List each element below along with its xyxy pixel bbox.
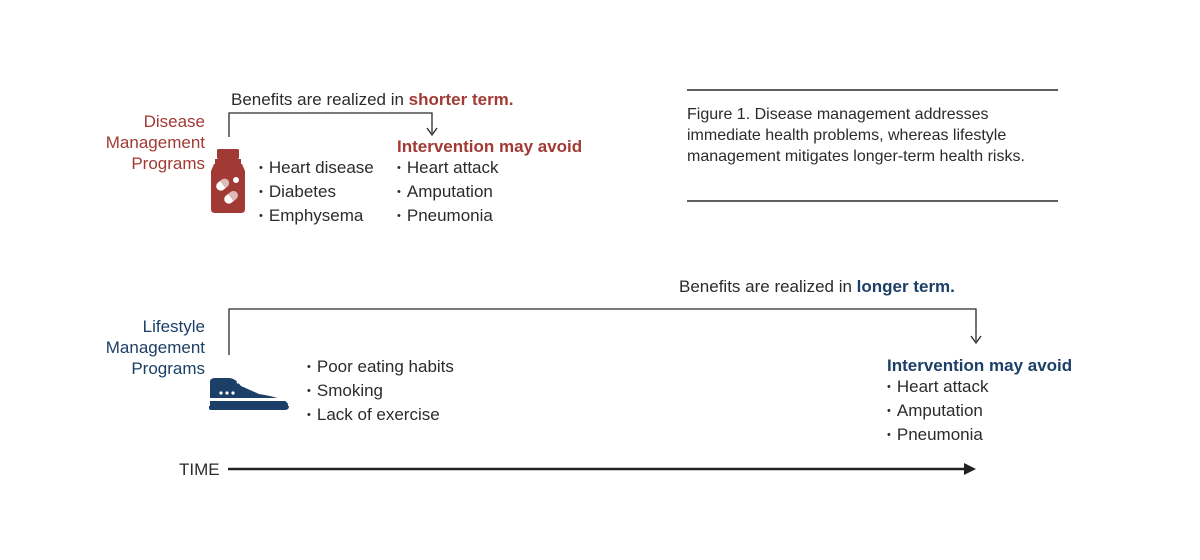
list-item: • Heart attack — [397, 157, 499, 181]
disease-benefit-emphasis: shorter term. — [408, 90, 514, 109]
disease-avoid-list — [397, 157, 499, 229]
list-item: • Emphysema — [259, 205, 374, 229]
timeline-arrowhead — [964, 463, 976, 475]
lifestyle-benefit-text — [679, 276, 955, 297]
list-item: • Poor eating habits — [307, 356, 454, 380]
disease-title-line1: Disease — [143, 112, 205, 131]
lifestyle-benefit-emphasis: longer term. — [856, 277, 955, 296]
disease-title-line2: Management — [105, 133, 205, 152]
lifestyle-program-title — [60, 316, 205, 379]
disease-program-title — [60, 111, 205, 174]
sneaker-icon — [207, 374, 291, 412]
lifestyle-title-line3: Programs — [131, 359, 205, 378]
list-item: • Amputation — [887, 400, 989, 424]
timeline-label: TIME — [179, 460, 220, 479]
disease-conditions-list — [259, 157, 374, 229]
list-item: • Diabetes — [259, 181, 374, 205]
list-item: • Lack of exercise — [307, 404, 454, 428]
list-item: • Pneumonia — [887, 424, 989, 448]
list-item: • Heart attack — [887, 376, 989, 400]
disease-benefit-text — [231, 89, 514, 110]
lifestyle-avoid-heading: Intervention may avoid — [887, 356, 1073, 375]
list-item: • Heart disease — [259, 157, 374, 181]
lifestyle-avoid-list — [887, 376, 989, 448]
lifestyle-benefit-bracket — [229, 309, 976, 355]
lifestyle-benefit-prefix: Benefits are realized in — [679, 277, 857, 296]
disease-avoid-heading: Intervention may avoid — [397, 137, 583, 156]
disease-title-line3: Programs — [131, 154, 205, 173]
list-item: • Smoking — [307, 380, 454, 404]
lifestyle-conditions-list — [307, 356, 454, 428]
list-item: • Pneumonia — [397, 205, 499, 229]
pill-bottle-icon — [208, 149, 248, 215]
lifestyle-title-line1: Lifestyle — [142, 317, 205, 336]
figure-caption: Figure 1. Disease management addresses immediate health problems, whereas lifestyle management mitigates longer-term health risks. — [687, 106, 1025, 165]
disease-benefit-prefix: Benefits are realized in — [231, 90, 409, 109]
list-item: • Amputation — [397, 181, 499, 205]
disease-benefit-bracket — [229, 113, 432, 137]
lifestyle-title-line2: Management — [105, 338, 205, 357]
